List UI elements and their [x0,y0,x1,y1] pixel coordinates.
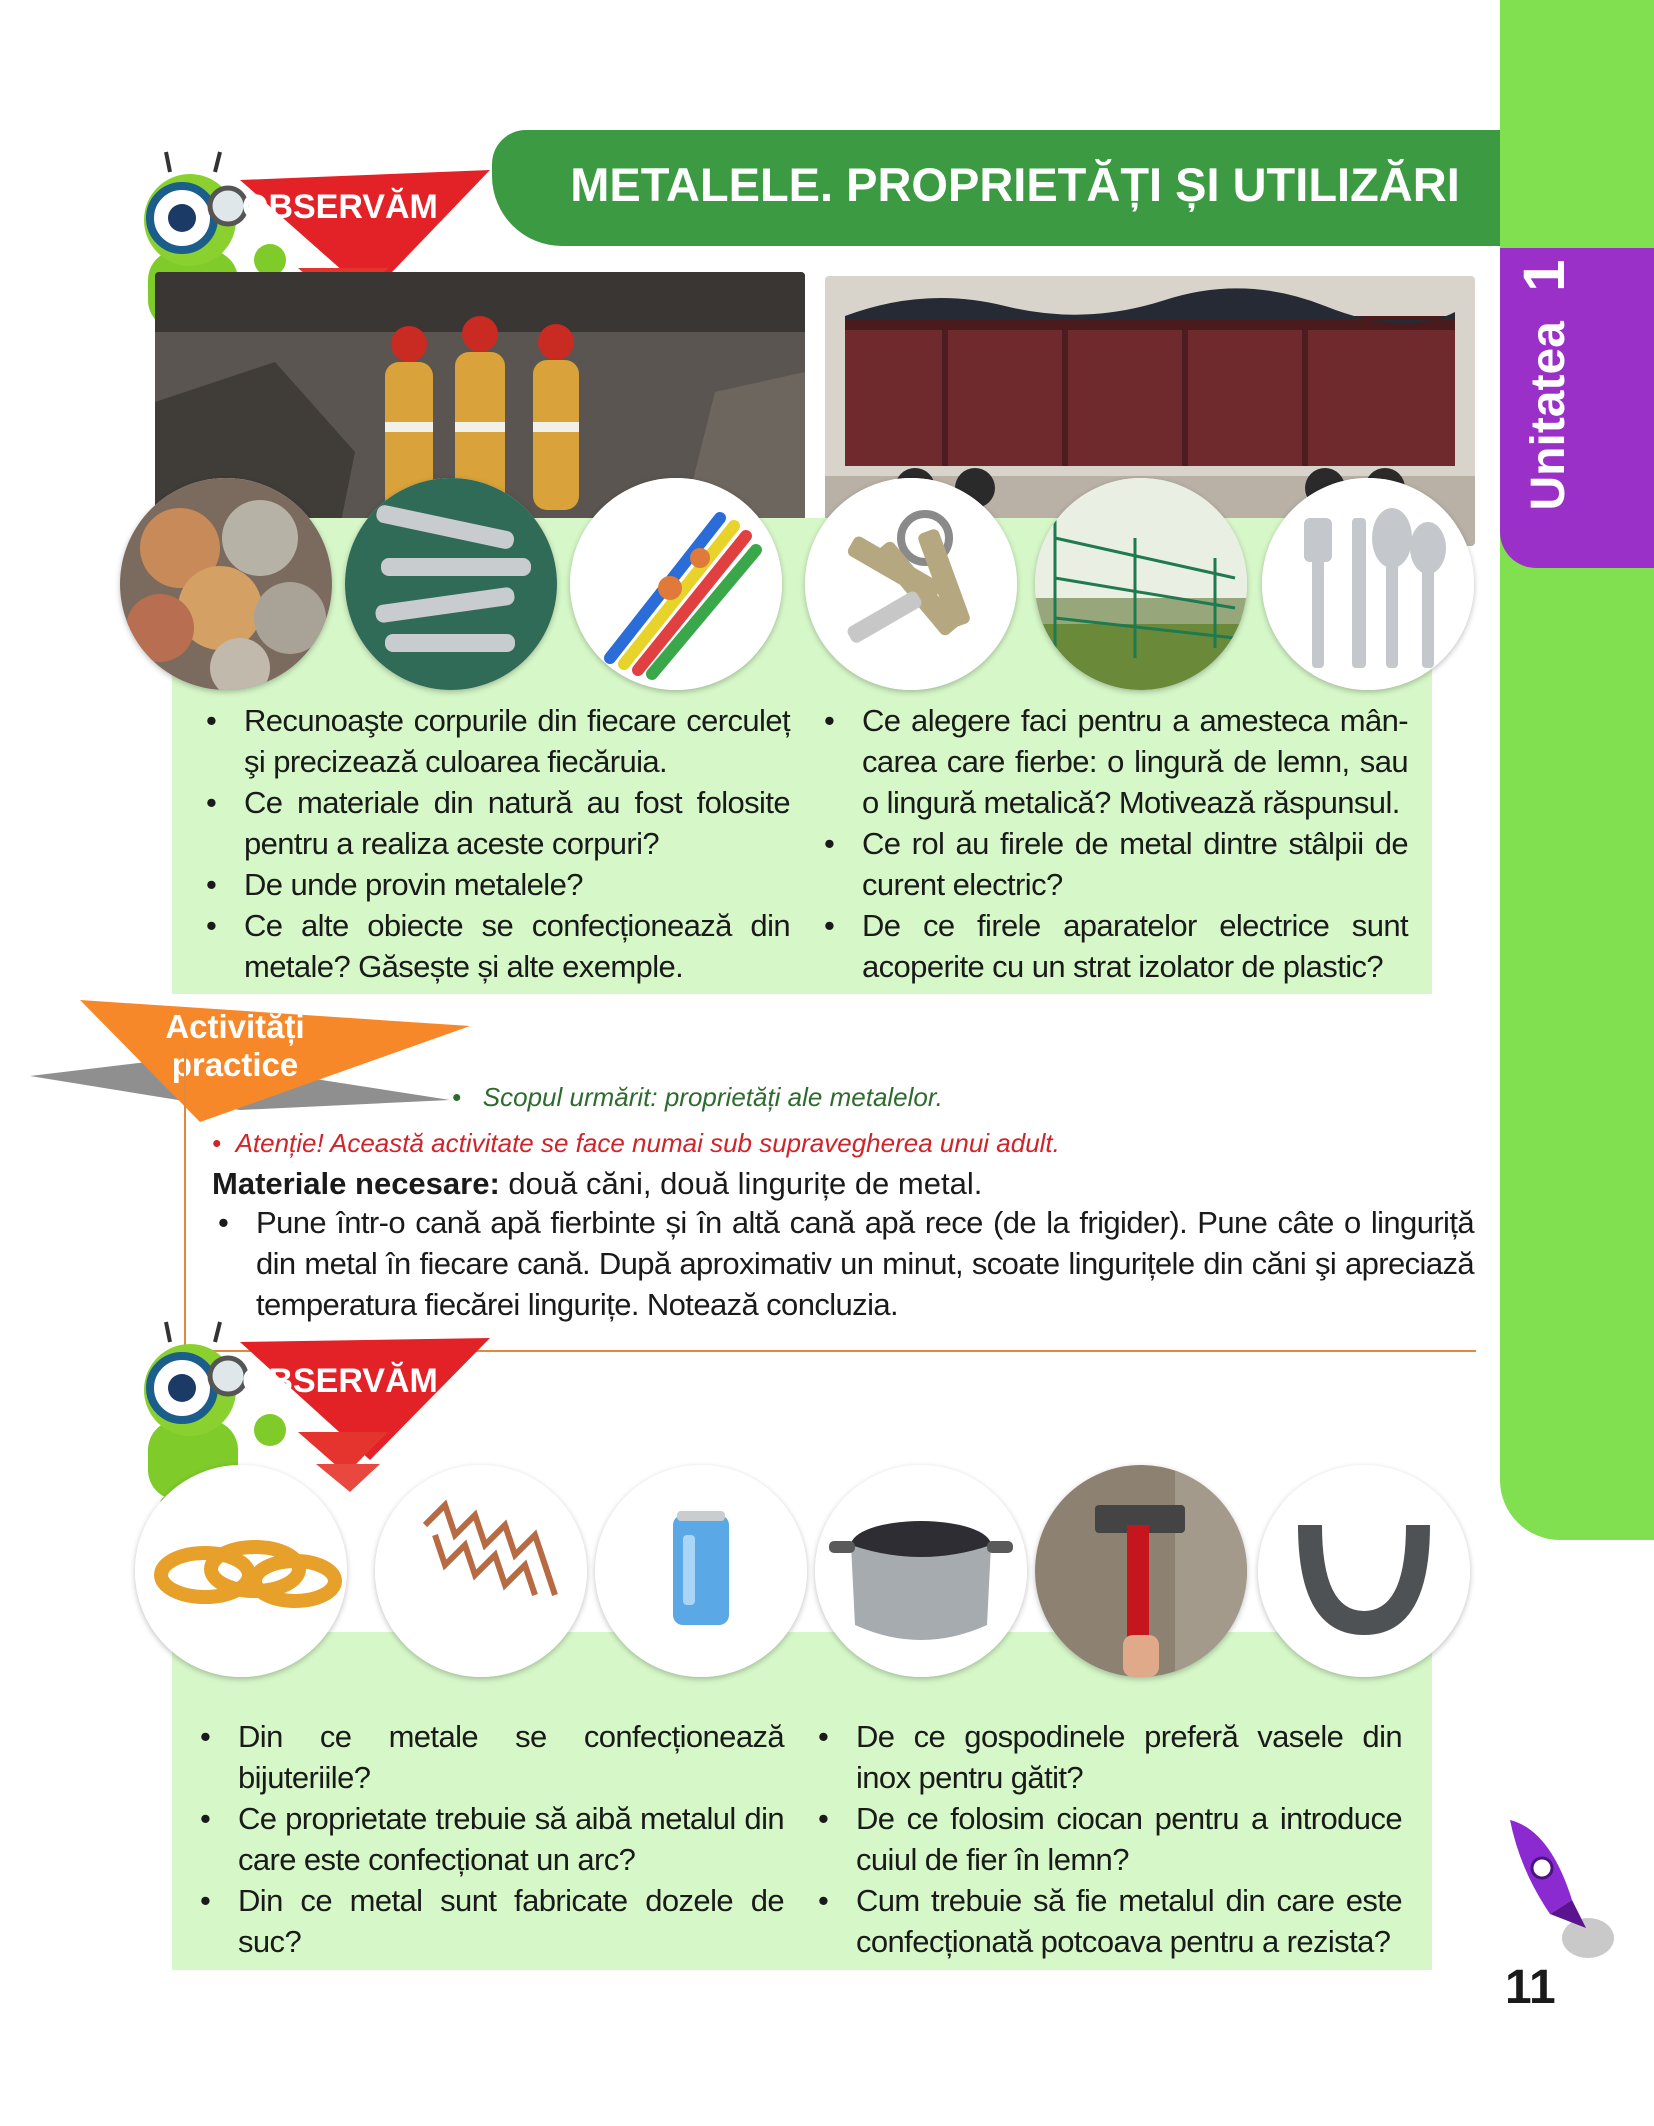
cooking-pot-icon [815,1465,1027,1677]
question-list-2-left [194,1716,784,1962]
activitati-line-1: Activități [165,1008,305,1045]
observam-label-1: OBSERVĂM [242,188,438,226]
coins-icon [120,478,332,690]
activity-warning: • Atenție! Această activitate se face numai sub supravegherea unui adult. [212,1128,1060,1158]
question-item: • Cum trebuie să fie metalul din care este confecționată potcoava pentru a rezista? [812,1880,1402,1962]
materials-line [212,1166,982,1202]
keys-icon [805,478,1017,690]
question-item: • De unde provin metalele? [200,864,790,905]
question-item: • Ce rol au firele de metal dintre stâlpii de curent electric? [818,823,1408,905]
question-item: • Ce proprietate trebuie să aibă metalul din care este confecționat un arc? [194,1798,784,1880]
question-item: • Ce materiale din natură au fost folosite pentru a realiza aceste corpuri? [200,782,790,864]
question-item: • Din ce metale se confecționează bijuteriile? [194,1716,784,1798]
question-item: • Ce alegere faci pentru a amesteca mân- carea care fierbe: o lingură de lemn, sau o lingură metalică? Motivează răspunsul. [818,700,1408,823]
question-list-1-right [818,700,1408,987]
observam-label-2: OBSERVĂM [242,1362,438,1400]
question-item: • Ce alte obiecte se confecționează din metale? Găsește și alte exemple. [200,905,790,987]
jewelry-icon [135,1465,347,1677]
spring-icon [375,1465,587,1677]
question-item: • Din ce metal sunt fabricate dozele de suc? [194,1880,784,1962]
question-item: • De ce firele aparatelor electrice sunt acoperite cu un strat izolator de plastic? [818,905,1408,987]
page-title: METALELE. PROPRIETĂȚI ȘI UTILIZĂRI [570,158,1460,211]
metal-fence-icon [1035,478,1247,690]
cutlery-icon [1262,478,1474,690]
unit-word: Unitatea [1522,321,1575,511]
unit-number: 1 [1512,259,1577,292]
wrenches-icon [345,478,557,690]
materials-text: două căni, două lingurițe de metal. [499,1166,983,1201]
rocket-icon [1490,1810,1620,1970]
activity-steps [212,1202,1474,1325]
question-item: • De ce folosim ciocan pentru a introduce cuiul de fier în lemn? [812,1798,1402,1880]
question-list-2-right [812,1716,1402,1962]
horseshoe-icon [1258,1465,1470,1677]
activity-goal-text: Scopul urmărit: proprietăți ale metalelor. [482,1082,943,1112]
activity-step: • Pune într-o cană apă fierbinte și în altă cană apă rece (de la frigider). Pune câte o linguriță din metal în fiecare cană. După aproximativ un minut, scoate lingurițele din căni şi apreciază temperatura fiecărei lingurițe. Notează concluzia. [212,1202,1474,1325]
materials-label: Materiale necesare: [212,1166,500,1201]
hammer-icon [1035,1465,1247,1677]
question-item: • Recunoaşte corpurile din fiecare cerculeț şi precizează culoarea fiecăruia. [200,700,790,782]
side-strip [1500,0,1654,1540]
activity-warning-text: Atenție! Această activitate se face numai sub supravegherea unui adult. [235,1128,1060,1158]
unit-label [1510,240,1580,530]
copper-wires-icon [570,478,782,690]
question-item: • De ce gospodinele preferă vasele din inox pentru gătit? [812,1716,1402,1798]
activity-goal: • Scopul urmărit: proprietăți ale metalelor. [452,1082,943,1112]
page-number: 11 [1505,1961,1556,2014]
activitati-line-2: practice [171,1046,299,1083]
soda-can-icon [595,1465,807,1677]
question-list-1-left [200,700,790,987]
